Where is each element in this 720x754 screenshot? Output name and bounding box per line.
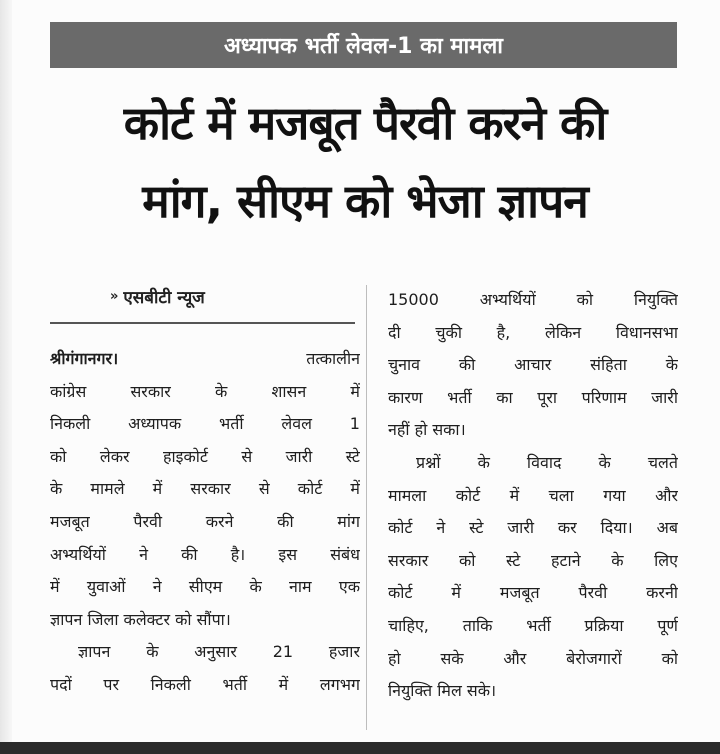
byline-text: एसबीटी न्यूज	[123, 288, 205, 308]
left-line: निकली अध्यापक भर्ती लेवल 1	[50, 414, 360, 434]
right-line: सरकार को स्टे हटाने के लिए	[388, 550, 678, 570]
right-line: 15000 अभ्यर्थियों को नियुक्ति	[388, 290, 678, 309]
left-line: कांग्रेस सरकार के शासन में	[50, 381, 360, 401]
left-line-0-rest: तत्कालीन	[306, 349, 360, 368]
headline	[40, 84, 690, 240]
left-line: को लेकर हाइकोर्ट से जारी स्टे	[50, 446, 360, 466]
left-line: पदों पर निकली भर्ती में लगभग	[50, 674, 360, 694]
kicker-text: अध्यापक भर्ती लेवल-1 का मामला	[224, 34, 503, 59]
left-line: अभ्यर्थियों ने की है। इस संबंध	[50, 544, 360, 564]
right-line: चुनाव की आचार संहिता के	[388, 355, 678, 375]
right-line: नहीं हो सका।	[388, 420, 466, 440]
right-line: हो सके और बेरोजगारों को	[388, 648, 678, 668]
left-line: मजबूत पैरवी करने की मांग	[50, 511, 360, 531]
right-line: नियुक्ति मिल सके।	[388, 681, 497, 701]
right-line: दी चुकी है, लेकिन विधानसभा	[388, 322, 678, 342]
left-line: ज्ञापन के अनुसार 21 हजार	[78, 642, 360, 662]
left-line-0	[50, 343, 360, 376]
right-line: प्रश्नों के विवाद के चलते	[416, 452, 678, 472]
left-line: ज्ञापन जिला कलेक्टर को सौंपा।	[50, 609, 231, 629]
left-line: में युवाओं ने सीएम के नाम एक	[50, 577, 360, 597]
headline-line-1: कोर्ट में मजबूत पैरवी करने की	[123, 96, 607, 150]
right-line: कोर्ट ने स्टे जारी कर दिया। अब	[388, 518, 678, 538]
headline-line-2: मांग, सीएम को भेजा ज्ञापन	[142, 174, 588, 228]
byline	[110, 285, 205, 308]
right-line: चाहिए, ताकि भर्ती प्रक्रिया पूर्ण	[388, 615, 678, 635]
byline-divider	[50, 322, 355, 324]
right-line: कोर्ट में मजबूत पैरवी करनी	[388, 583, 678, 603]
right-line: मामला कोर्ट में चला गया और	[388, 485, 678, 505]
page-edge	[0, 0, 12, 754]
kicker-banner	[50, 22, 677, 68]
column-divider	[366, 285, 367, 730]
left-column	[50, 343, 360, 702]
dateline: श्रीगंगानगर।	[50, 349, 119, 368]
byline-marker-icon: »	[110, 289, 116, 304]
bottom-edge	[0, 742, 720, 754]
left-line: के मामले में सरकार से कोर्ट में	[50, 479, 360, 499]
right-column	[388, 284, 678, 708]
right-line: कारण भर्ती का पूरा परिणाम जारी	[388, 387, 678, 407]
